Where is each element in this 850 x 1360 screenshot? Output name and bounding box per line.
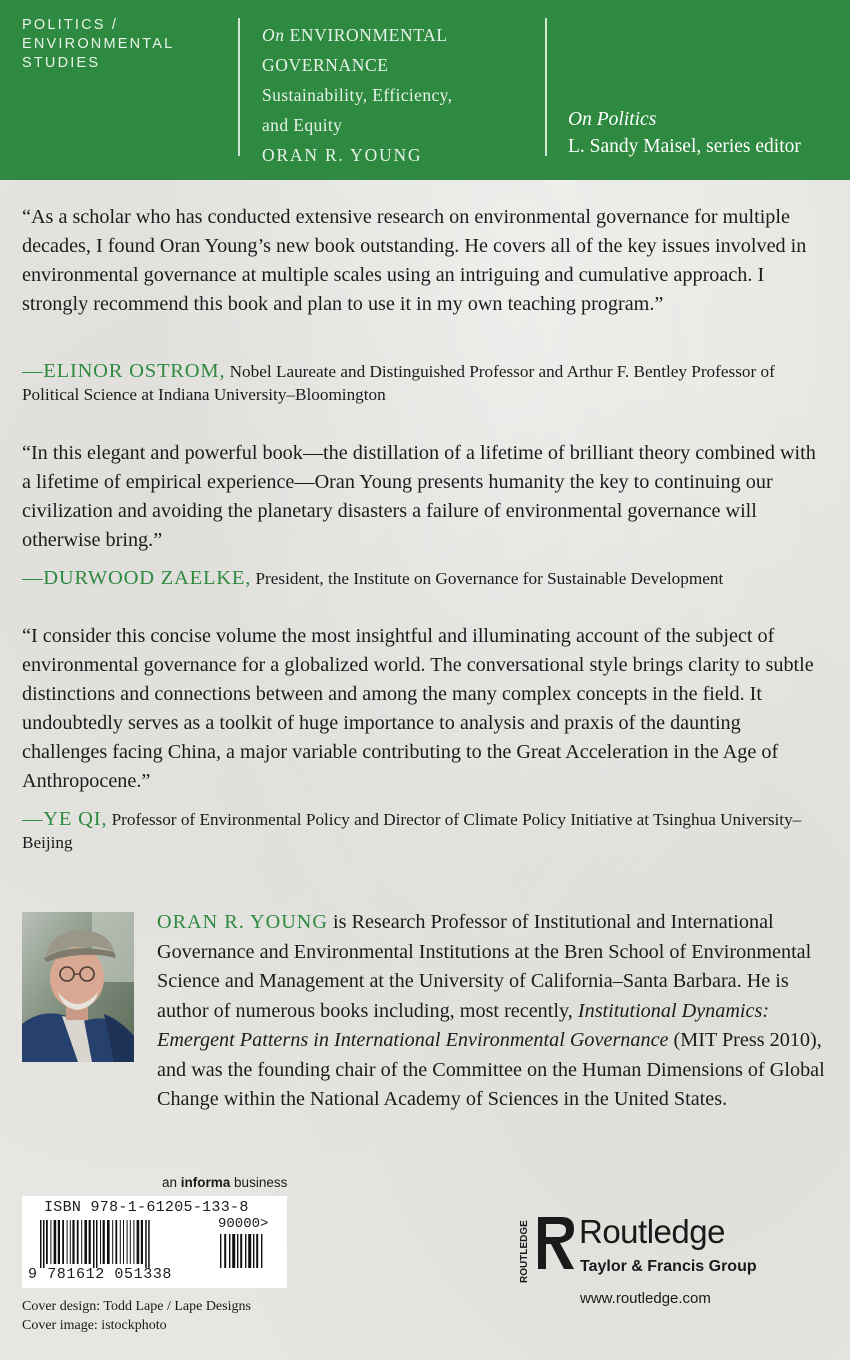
endorsement-attribution (22, 360, 828, 406)
barcode-bar (43, 1220, 45, 1268)
barcode-bar (70, 1220, 71, 1264)
cover-credits (22, 1297, 251, 1335)
series-block (568, 106, 838, 160)
barcode-bar (141, 1220, 143, 1264)
barcode-bar (40, 1220, 42, 1268)
bio-text: is Research Professor of Institutional and International Governance and Environmental Institutions at the Bren School of Environmental Science and Management at the University of California–Santa Barbara. He is author of numerous books including, most recently, (157, 911, 812, 1022)
book-title-block (262, 20, 532, 170)
author-portrait-illustration (22, 912, 134, 1062)
barcode-bar (130, 1220, 131, 1264)
book-title-line2: GOVERNANCE (262, 55, 389, 75)
publisher-group: Taylor & Francis Group (580, 1258, 757, 1275)
barcode-bar (224, 1234, 226, 1268)
barcode-bar (229, 1234, 230, 1268)
barcode-bar (145, 1220, 147, 1268)
barcode-bar (77, 1220, 79, 1264)
barcode-bar (84, 1220, 87, 1264)
barcode-bar (232, 1234, 235, 1268)
divider-line (545, 18, 547, 156)
barcode-bar (245, 1234, 246, 1268)
cover-design-credit: Cover design: Todd Lape / Lape Designs (22, 1299, 251, 1314)
bio-author-name: ORAN R. YOUNG (157, 911, 328, 933)
isbn-barcode (22, 1196, 287, 1288)
endorsement-quote: “As a scholar who has conducted extensive research on environmental governance for multiple decades, I found Oran Young’s new book outstanding. He covers all of the key issues involved in environmental governance at multiple scales using an intriguing and cumulative approach. I strongly recommend this book and plan to use it in my own teaching program.” (22, 206, 807, 315)
category-line: STUDIES (22, 55, 101, 71)
barcode-bar (253, 1234, 254, 1268)
book-title-line1 (262, 20, 532, 50)
barcode-bar (100, 1220, 101, 1264)
barcode-bar (148, 1220, 150, 1268)
bio-book-title: Institutional Dynamics: Emergent Patterns in International Environmental Governance (157, 999, 770, 1051)
endorser-name: —YE QI, (22, 808, 108, 830)
barcode-bar (54, 1220, 57, 1264)
endorsement-attribution (22, 808, 828, 854)
series-name: On Politics (568, 109, 657, 130)
barcode-bar (115, 1220, 117, 1264)
endorsement-quote: “I consider this concise volume the most insightful and illuminating account of the subject of environmental governance for a globalized world. The conversational style brings clarity to subtle distinctions and connections between and among the many complex concepts in the field. It undoubtedly serves as a toolkit of huge importance to analysis and praxis of the daunting challenges facing China, a major variable contributing to the Great Acceleration in the Age of Anthropocene.” (22, 625, 814, 792)
barcode-bar (103, 1220, 105, 1264)
divider-line (238, 18, 240, 156)
subtitle-line2: and Equity (262, 115, 343, 135)
barcode-bar (120, 1220, 121, 1264)
barcode-bar (133, 1220, 134, 1264)
series-editor: L. Sandy Maisel, series editor (568, 136, 801, 157)
barcode-bar (89, 1220, 91, 1264)
publisher-name: Routledge (579, 1213, 725, 1250)
barcode-bar (237, 1234, 238, 1268)
endorser-name: —ELINOR OSTROM, (22, 360, 226, 382)
author-name: ORAN R. YOUNG (262, 145, 423, 165)
subtitle-line1: Sustainability, Efficiency, (262, 85, 453, 105)
barcode-bar (93, 1220, 95, 1268)
barcode-bar (72, 1220, 74, 1264)
barcode-bar (67, 1220, 68, 1264)
barcode-bar (107, 1220, 110, 1264)
category-label (22, 16, 222, 73)
price-code: 90000> (218, 1216, 269, 1232)
endorser-name: —DURWOOD ZAELKE, (22, 567, 252, 589)
barcode-bar (58, 1220, 60, 1264)
informa-prefix: an (162, 1175, 181, 1190)
category-line: POLITICS / (22, 17, 119, 33)
informa-tagline (162, 1175, 287, 1190)
endorser-affiliation: Nobel Laureate and Distinguished Professor and Arthur F. Bentley Professor of Political Science at Indiana University–Bloomington (22, 362, 775, 404)
barcode-bar (261, 1234, 262, 1268)
series-prefix: On (262, 25, 285, 45)
informa-suffix: business (230, 1175, 288, 1190)
barcode-bar (220, 1234, 221, 1268)
endorsement-quote: “In this elegant and powerful book—the distillation of a lifetime of brilliant theory combined with a lifetime of empirical experience—Oran Young presents humanity the key to continuing our civilization and avoiding the planetary disasters a failure of environmental governance will otherwise bring.” (22, 442, 816, 551)
author-photo (22, 912, 134, 1062)
barcode-bar (46, 1220, 48, 1264)
title-word-1: ENVIRONMENTAL (289, 25, 448, 45)
barcode-bar (50, 1220, 51, 1264)
barcode-bar (256, 1234, 258, 1268)
ean-digits: 9 781612 051338 (28, 1266, 173, 1283)
isbn-number: ISBN 978-1-61205-133-8 (44, 1199, 249, 1216)
cover-image-credit: Cover image: istockphoto (22, 1318, 167, 1333)
informa-brand: informa (180, 1175, 231, 1190)
bio-text: (MIT Press 2010), and was the founding chair of the Committee on the Human Dimensions of Global Change within the National Academy of Sciences in the United States. (157, 1029, 825, 1110)
endorser-affiliation: Professor of Environmental Policy and Director of Climate Policy Initiative at Tsinghua University–Beijing (22, 810, 802, 852)
author-bio (157, 908, 827, 1115)
barcode-bar (127, 1220, 128, 1264)
endorser-affiliation: President, the Institute on Governance for Sustainable Development (251, 569, 724, 588)
barcode-bar (240, 1234, 242, 1268)
barcode-bar (62, 1220, 64, 1264)
barcode-bar (123, 1220, 124, 1264)
publisher-url[interactable]: www.routledge.com (580, 1290, 711, 1307)
barcode-bar (248, 1234, 251, 1268)
barcode-bar (137, 1220, 140, 1264)
barcode-bar (81, 1220, 82, 1264)
endorsement-attribution (22, 567, 828, 590)
routledge-r-icon (516, 1213, 576, 1285)
barcode-bar (96, 1220, 98, 1268)
header-band (0, 0, 850, 180)
routledge-logo-icon (516, 1213, 576, 1285)
category-line: ENVIRONMENTAL (22, 36, 175, 52)
barcode-bar (112, 1220, 113, 1264)
routledge-vertical-text: ROUTLEDGE (519, 1220, 530, 1283)
